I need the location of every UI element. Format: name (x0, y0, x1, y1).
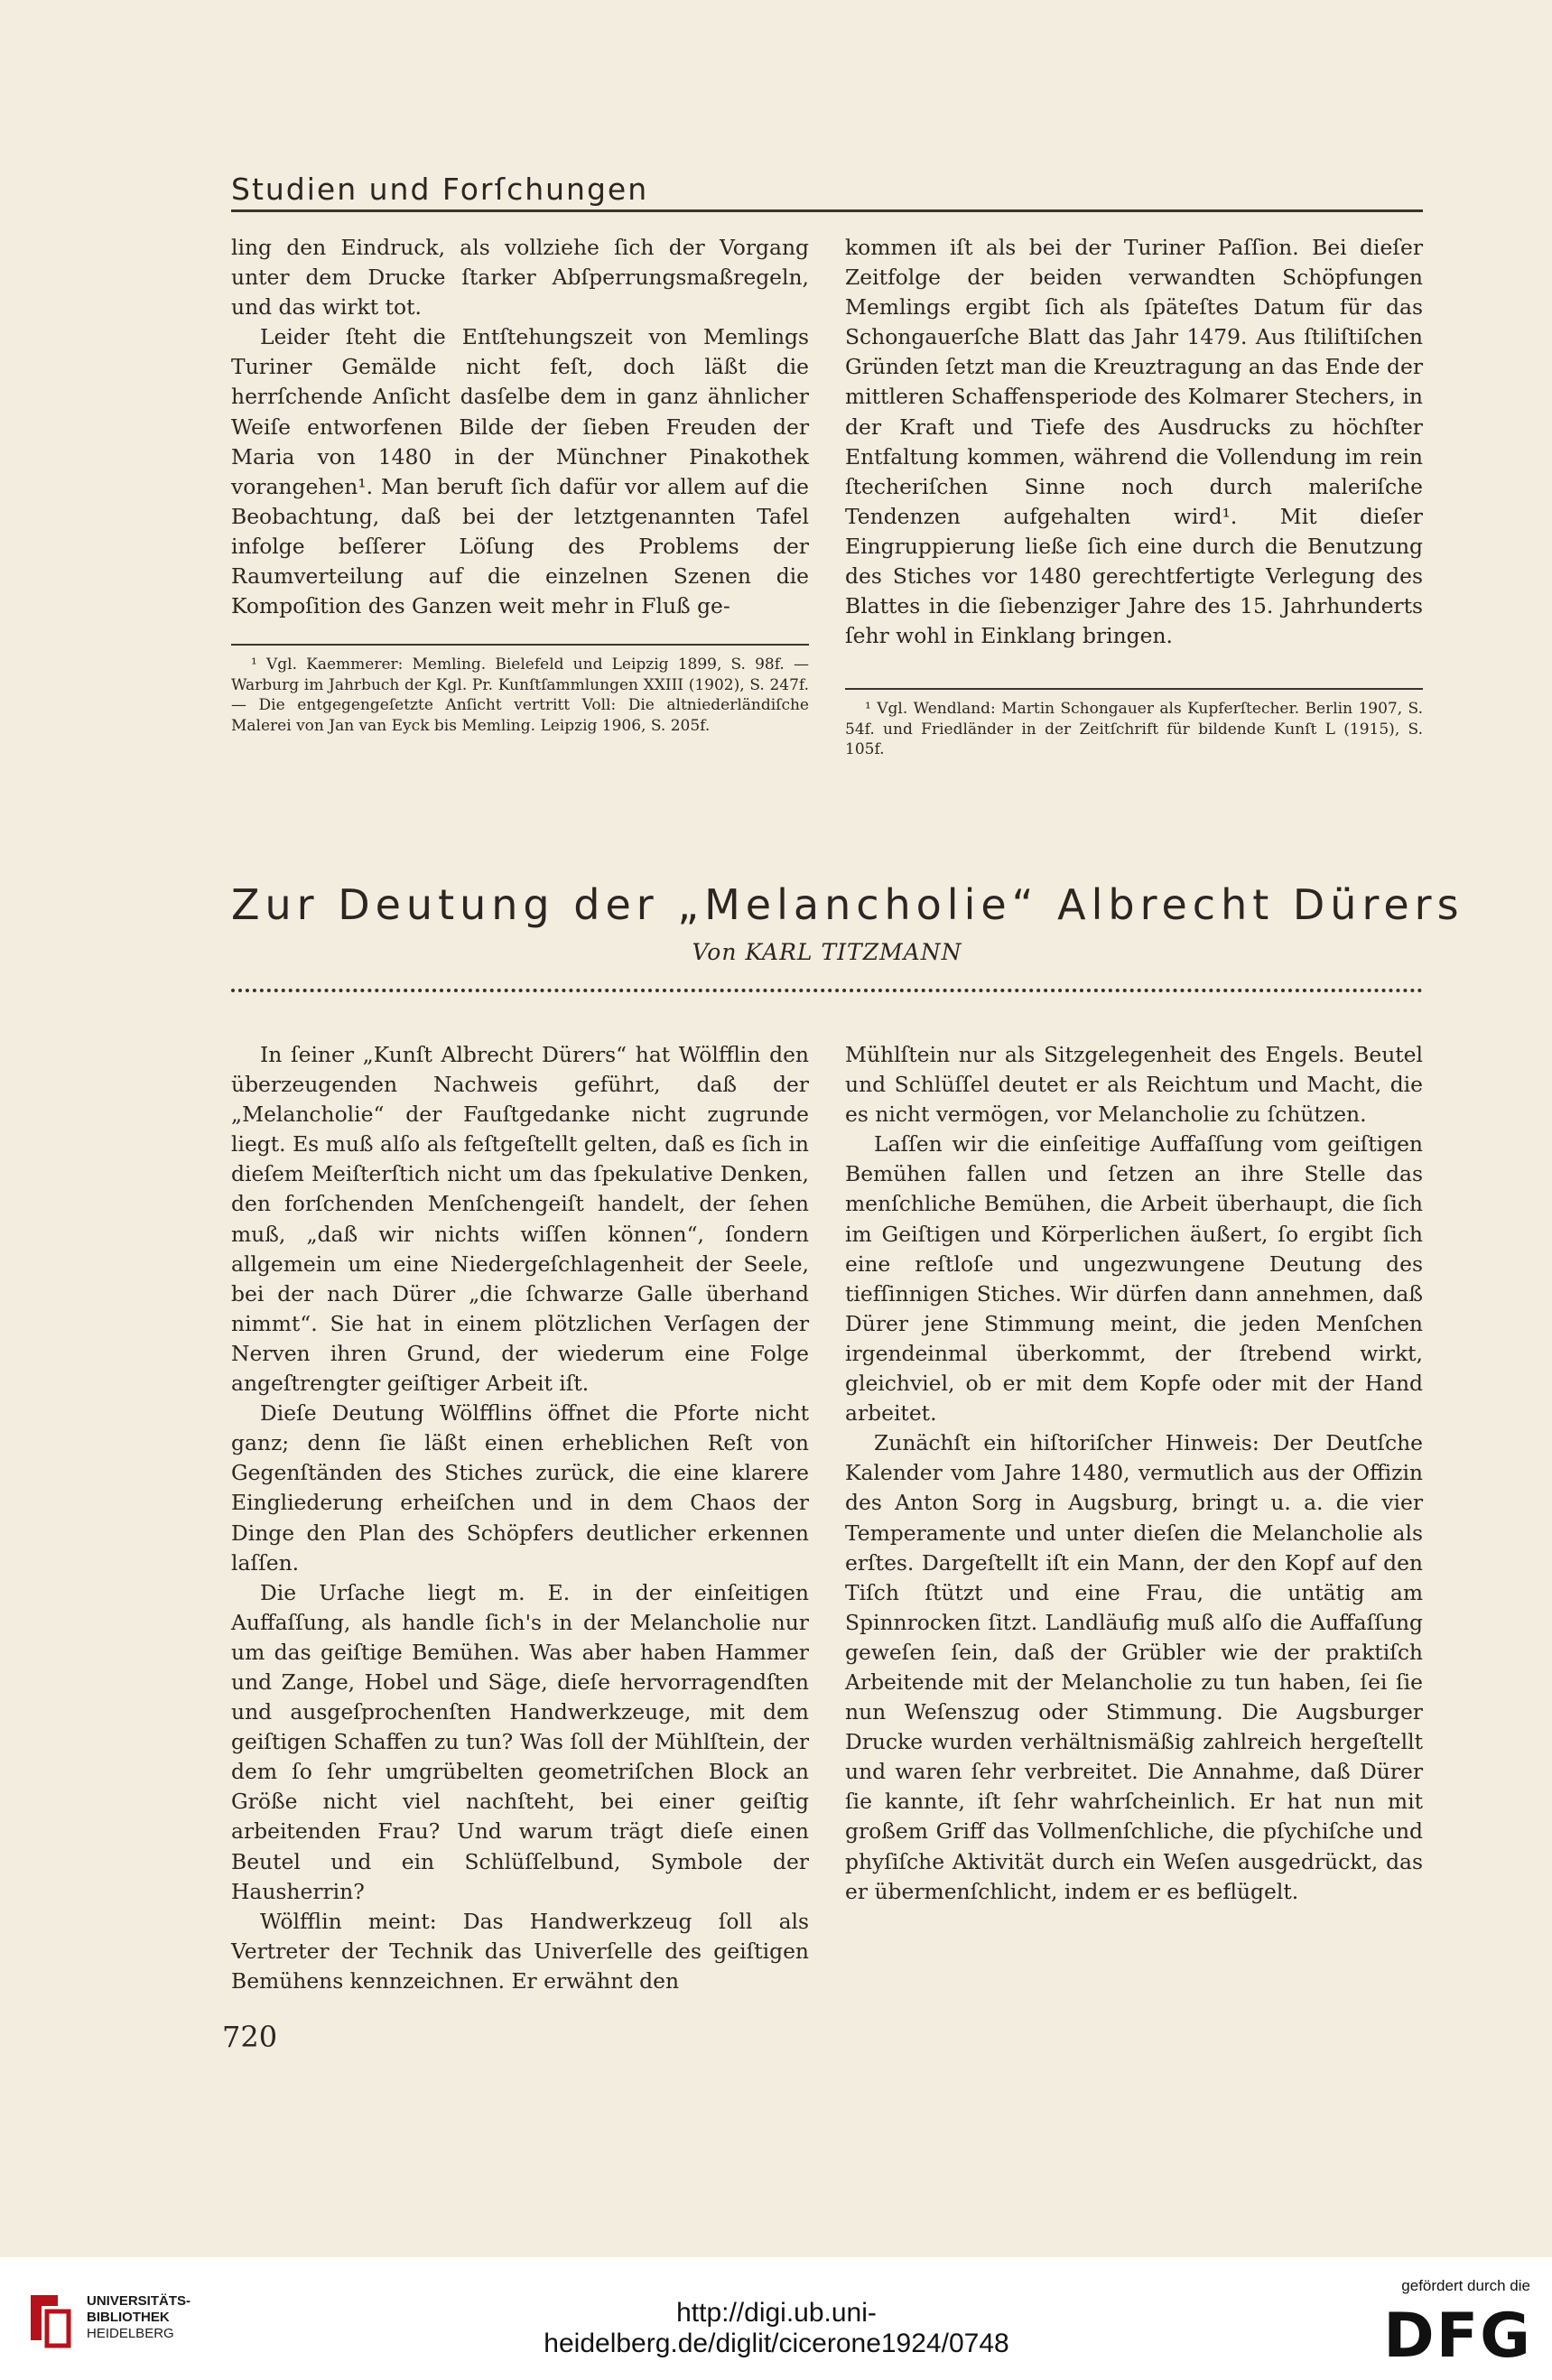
footnote-left (231, 655, 809, 736)
paragraph: Laſſen wir die einſeitige Auffaſſung vom geiſtigen Bemühen fallen und ſetzen an ihre Stelle das menſchliche Bemühen, die Arbeit überhaupt, die ſich im Geiſtigen und Körperlichen äußert, ſo ergibt ſich eine reſtloſe und ungezwungene Deutung des tiefſinnigen Stiches. Wir dürfen dann annehmen, daß Dürer jene Stimmung meint, die jeden Menſchen irgendeinmal überkommt, der ſtrebend wirkt, gleichviel, ob er mit dem Kopfe oder mit der Hand arbeitet. (845, 1131, 1423, 1427)
footnote-right (845, 699, 1423, 760)
dfg-logo: DFG (1383, 2301, 1532, 2372)
dotted-divider (231, 989, 1423, 992)
paragraph: In ſeiner „Kunſt Albrecht Dürers“ hat Wölfflin den überzeugenden Nachweis geführt, daß der „Melancholie“ der Fauſtgedanke nicht zugrunde liegt. Es muß alſo als feſtgeſtellt gelten, daß es ſich in dieſem Meiſterſtich nicht um das ſpekulative Denken, den forſchenden Menſchengeiſt handelt, der ſehen muß, „daß wir nichts wiſſen können“, ſondern allgemein um eine Niedergeſchlagenheit der Seele, bei der nach Dürer „die ſchwarze Galle überhand nimmt“. Sie hat in einem plötzlichen Verſagen der Nerven ihren Grund, der wiederum eine Folge angeſtrengter geiſtiger Arbeit iſt. (231, 1042, 809, 1397)
library-name-line: HEIDELBERG (87, 2326, 174, 2341)
funder-label: gefördert durch die (1401, 2277, 1530, 2294)
footnote-text: ¹ Vgl. Wendland: Martin Schongauer als Kupferſtecher. Berlin 1907, S. 54f. und Friedländer in der Zeitſchrift für bildende Kunſt L (1915), S. 105f. (845, 700, 1423, 758)
article-byline: Von KARL TITZMANN (692, 939, 962, 965)
top-left-column (231, 233, 809, 621)
main-left-column (231, 1040, 809, 1996)
paragraph: Mühlſtein nur als Sitzgelegenheit des Engels. Beutel und Schlüſſel deutet er als Reichtum und Macht, die es nicht vermögen, vor Melancholie zu ſchützen. (845, 1042, 1423, 1128)
running-head: Studien und Forſchungen (231, 172, 649, 207)
paragraph: Leider ſteht die Entſtehungszeit von Memlings Turiner Gemälde nicht feſt, doch läßt die herrſchende Anſicht dasſelbe dem in ganz ähnlicher Weiſe entworfenen Bilde der ſieben Freuden der Maria von 1480 in der Münchner Pinakothek vorangehen¹. Man beruft ſich dafür vor allem auf die Beobachtung, daß bei der letztgenannten Tafel infolge beſſerer Löſung des Problems der Raumverteilung auf die einzelnen Szenen die Kompoſition des Ganzen weit mehr in Fluß ge- (231, 324, 809, 619)
paragraph: Die Urſache liegt m. E. in der einſeitigen Auffaſſung, als handle ſich's in der Melancholie nur um das geiſtige Bemühen. Was aber haben Hammer und Zange, Hobel und Säge, dieſe hervorragendſten und ausgeſprochenſten Handwerkzeuge, mit dem geiſtigen Schaffen zu tun? Was ſoll der Mühlſtein, der dem ſo ſehr umgrübelten geometriſchen Block an Größe nicht viel nachſteht, bei einer geiſtig arbeitenden Frau? Und warum trägt dieſe einen Beutel und ein Schlüſſelbund, Symbole der Hausherrin? (231, 1579, 809, 1904)
library-logo-icon (22, 2286, 76, 2349)
header-rule (231, 209, 1423, 212)
paragraph: ling den Eindruck, als vollziehe ſich der Vorgang unter dem Drucke ſtarker Abſperrungsmaßregeln, und das wirkt tot. (231, 235, 809, 321)
main-right-column (845, 1040, 1423, 1907)
paragraph: Wölfflin meint: Das Handwerkzeug ſoll als Vertreter der Technik das Univerſelle des geiſtigen Bemühens kennzeichnen. Er erwähnt den (231, 1908, 809, 1994)
viewer-footer (0, 2257, 1552, 2380)
footnote-rule-right (845, 688, 1423, 690)
paragraph: Dieſe Deutung Wölfflins öffnet die Pforte nicht ganz; denn ſie läßt einen erheblichen Reſt von Gegenſtänden des Stiches zurück, die eine klarere Eingliederung erheiſchen und in dem Chaos der Dinge den Plan des Schöpfers deutlicher erkennen laſſen. (231, 1400, 809, 1576)
footnote-text: ¹ Vgl. Kaemmerer: Memling. Bielefeld und Leipzig 1899, S. 98f. — Warburg im Jahrbuch der Kgl. Pr. Kunſtſammlungen XXIII (1902), S. 247f. — Die entgegengeſetzte Anſicht vertritt Voll: Die altniederländiſche Malerei von Jan van Eyck bis Memling. Leipzig 1906, S. 205f. (231, 655, 809, 735)
article-title: Zur Deutung der „Melancholie“ Albrecht Dürers (231, 880, 1464, 929)
library-name-line: UNIVERSITÄTS- (87, 2293, 191, 2309)
page-number: 720 (222, 2020, 278, 2054)
paragraph: Zunächſt ein hiſtoriſcher Hinweis: Der Deutſche Kalender vom Jahre 1480, vermutlich aus der Offizin des Anton Sorg in Augsburg, bringt u. a. die vier Temperamente und unter dieſen die Melancholie als erſtes. Dargeſtellt iſt ein Mann, der den Kopf auf den Tiſch ſtützt und eine Frau, die untätig am Spinnrocken ſitzt. Landläufig muß alſo die Auffaſſung geweſen ſein, daß der Grübler wie der praktiſch Arbeitende mit der Melancholie zu tun haben, ſei ſie nun Weſenszug oder Stimmung. Die Augsburger Drucke wurden verhältnismäßig zahlreich hergeſtellt und waren ſehr verbreitet. Die Annahme, daß Dürer ſie kannte, iſt ſehr wahrſcheinlich. Er hat nun mit großem Griff das Vollmenſchliche, die pſychiſche und phyſiſche Aktivität durch ein Weſen ausgedrückt, das er übermenſchlicht, indem er es beflügelt. (845, 1430, 1423, 1904)
permalink[interactable]: http://digi.ub.uni-heidelberg.de/diglit/cicerone1924/0748 (544, 2298, 1009, 2358)
library-name-line: BIBLIOTHEK (87, 2310, 170, 2325)
library-name (87, 2293, 191, 2342)
paragraph: kommen iſt als bei der Turiner Paſſion. Bei dieſer Zeitfolge der beiden verwandten Schöpfungen Memlings ergibt ſich als ſpäteſtes Datum für das Schongauerſche Blatt das Jahr 1479. Aus ſtiliſtiſchen Gründen ſetzt man die Kreuztragung an das Ende der mittleren Schaffensperiode des Kolmarer Stechers, in der Kraft und Tiefe des Ausdrucks zu höchſter Entfaltung kommen, während die Vollendung im rein ſtecheriſchen Sinne noch durch maleriſche Tendenzen aufgehalten wird¹. Mit dieſer Eingruppierung ließe ſich eine durch die Benutzung des Stiches vor 1480 gerechtfertigte Verlegung des Blattes in die ſiebenziger Jahre des 15. Jahrhunderts ſehr wohl in Einklang bringen. (845, 235, 1423, 649)
top-right-column (845, 233, 1423, 651)
footnote-rule-left (231, 644, 809, 646)
